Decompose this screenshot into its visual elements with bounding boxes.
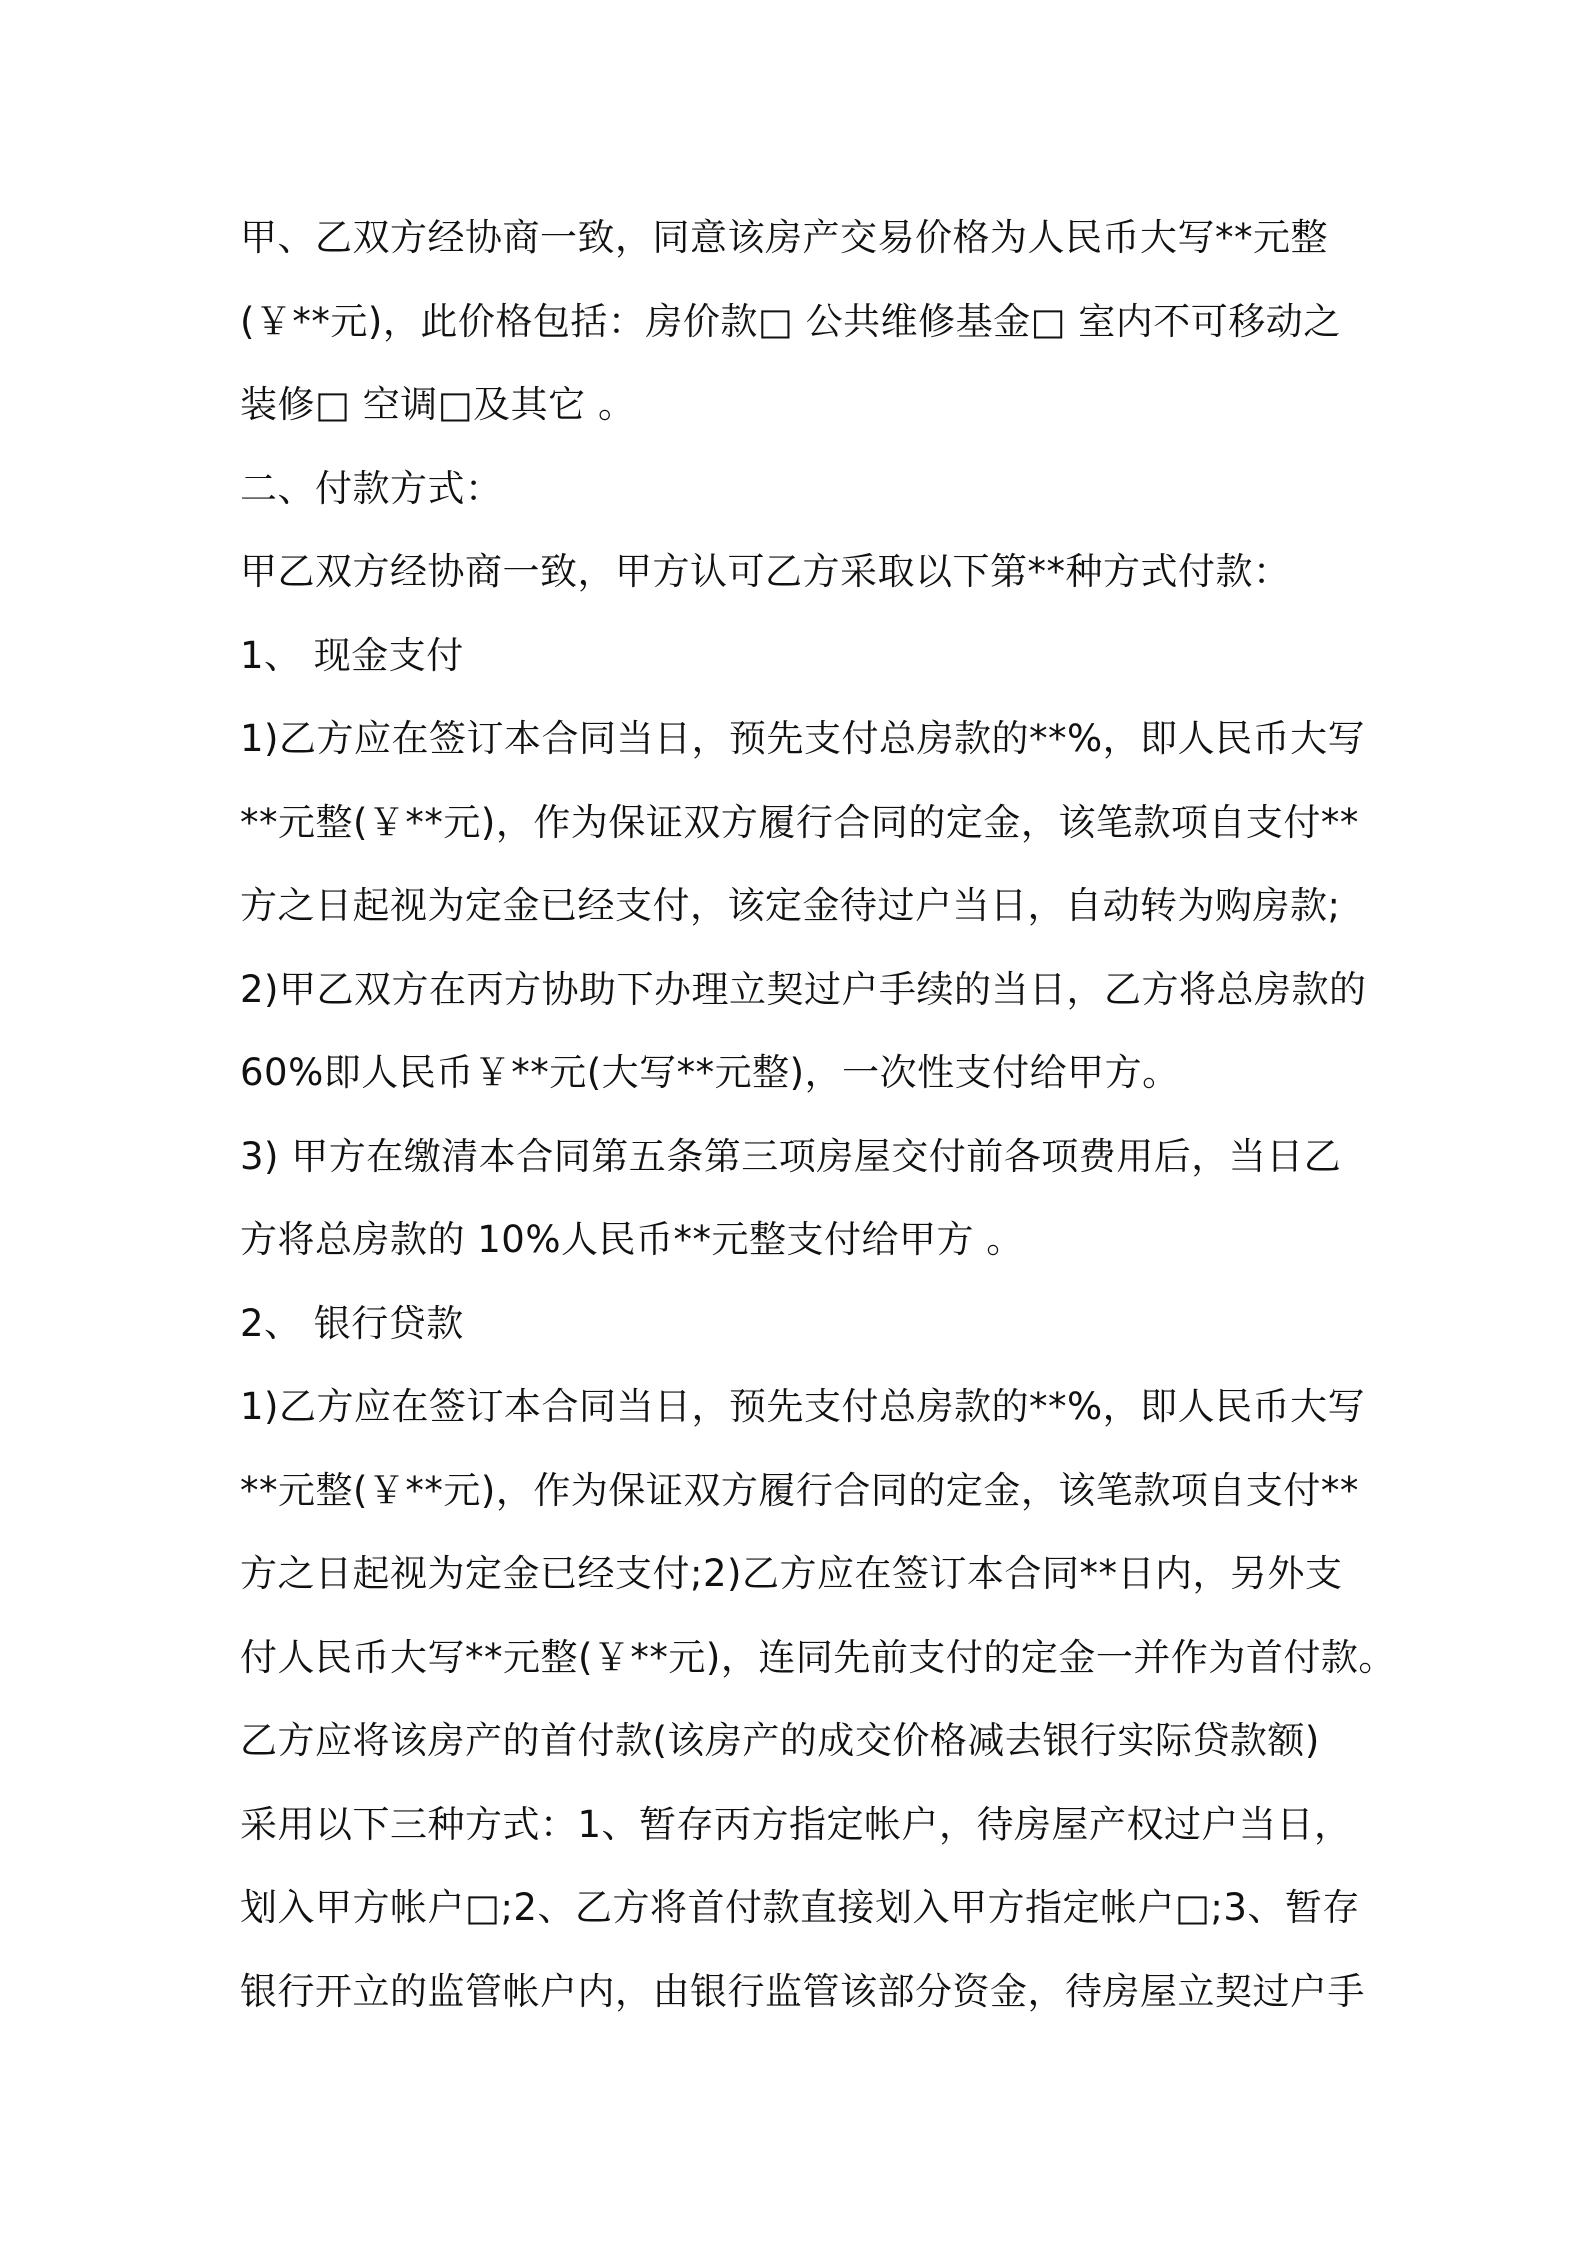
- text-line: 60%即人民币￥**元(大写**元整)，一次性支付给甲方。: [240, 1051, 1180, 1094]
- text-line: 方之日起视为定金已经支付;2)乙方应在签订本合同**日内，另外支: [240, 1552, 1343, 1595]
- text-line: 划入甲方帐户□;2、乙方将首付款直接划入甲方指定帐户□;3、暂存: [240, 1886, 1360, 1929]
- text-line: 银行开立的监管帐户内，由银行监管该部分资金，待房屋立契过户手: [240, 1969, 1365, 2013]
- text-line: **元整(￥**元)，作为保证双方履行合同的定金，该笔款项自支付**: [240, 1468, 1359, 1512]
- text-line: 装修□ 空调□及其它 。: [240, 383, 636, 426]
- text-line: 2)甲乙双方在丙方协助下办理立契过户手续的当日，乙方将总房款的: [240, 967, 1367, 1011]
- subsection-heading: 1、 现金支付: [240, 633, 464, 677]
- contract-text: [240, 196, 1396, 2033]
- text-line: 3) 甲方在缴清本合同第五条第三项房屋交付前各项费用后，当日乙: [240, 1134, 1342, 1178]
- section-heading: 二、付款方式：: [240, 466, 503, 510]
- text-line: 1)乙方应在签订本合同当日，预先支付总房款的**%，即人民币大写: [240, 717, 1366, 760]
- text-line: 付人民币大写**元整(￥**元)，连同先前支付的定金一并作为首付款。: [240, 1635, 1396, 1679]
- text-line: 采用以下三种方式：1、暂存丙方指定帐户，待房屋产权过户当日，: [240, 1802, 1352, 1846]
- text-line: **元整(￥**元)，作为保证双方履行合同的定金，该笔款项自支付**: [240, 800, 1359, 844]
- text-line: 方将总房款的 10%人民币**元整支付给甲方 。: [240, 1218, 1024, 1261]
- text-line: 甲乙双方经协商一致，甲方认可乙方采取以下第**种方式付款：: [240, 550, 1291, 593]
- text-line: 乙方应将该房产的首付款(该房产的成交价格减去银行实际贷款额): [240, 1719, 1320, 1762]
- text-line: 1)乙方应在签订本合同当日，预先支付总房款的**%，即人民币大写: [240, 1385, 1366, 1428]
- text-line: 甲、乙双方经协商一致，同意该房产交易价格为人民币大写**元整: [240, 216, 1328, 259]
- text-line: 方之日起视为定金已经支付，该定金待过户当日，自动转为购房款;: [240, 884, 1341, 927]
- text-line: (￥**元)，此价格包括：房价款□ 公共维修基金□ 室内不可移动之: [240, 299, 1341, 343]
- subsection-heading: 2、 银行贷款: [240, 1301, 464, 1345]
